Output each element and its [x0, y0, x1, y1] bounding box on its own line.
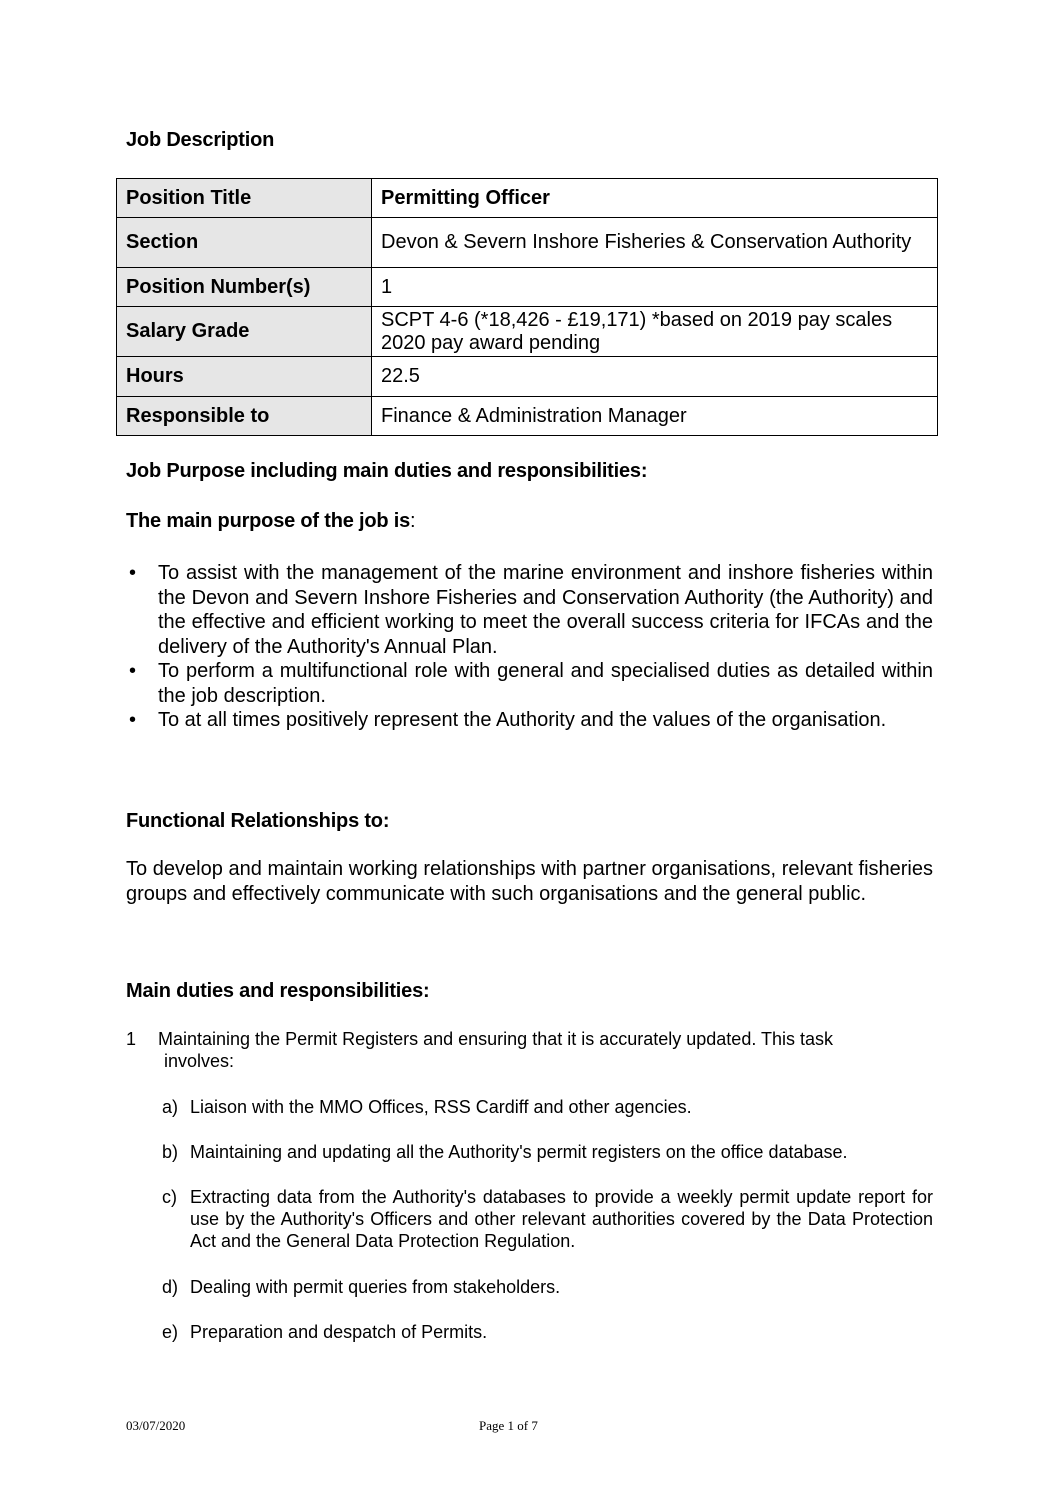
- sub-item-letter: d): [162, 1277, 179, 1297]
- sub-item-letter: c): [162, 1187, 177, 1207]
- table-row: [117, 397, 938, 436]
- sub-item-text: Liaison with the MMO Offices, RSS Cardiff and other agencies.: [190, 1097, 692, 1117]
- row-label-hours: Hours: [117, 357, 372, 397]
- duty-number: 1: [126, 1029, 137, 1049]
- main-purpose-heading: [126, 510, 415, 533]
- main-purpose-list: [126, 561, 933, 733]
- list-item: [126, 659, 933, 708]
- sub-item-letter: e): [162, 1322, 179, 1342]
- sub-item-letter: a): [162, 1097, 179, 1117]
- row-value-hours: 22.5: [372, 357, 938, 397]
- table-row: [117, 307, 938, 357]
- duty-text-line2: involves:: [164, 1051, 235, 1071]
- sub-item-text: Extracting data from the Authority's databases to provide a weekly permit update report for use by the Authority's Officers and other relevant authorities covered by the Data Protection Act and the General Data Protection Regulation.: [190, 1187, 933, 1251]
- list-item: [126, 708, 933, 733]
- sub-item-c: [162, 1186, 933, 1252]
- sub-item-text: Dealing with permit queries from stakeholders.: [190, 1277, 561, 1297]
- list-item-text: To assist with the management of the marine environment and inshore fisheries within the Devon and Severn Inshore Fisheries and Conservation Authority (the Authority) and the effective and efficient working to meet the overall success criteria for IFCAs and the delivery of the Authority's Annual Plan.: [158, 562, 933, 658]
- functional-relationships-text: To develop and maintain working relationships with partner organisations, relevant fisheries groups and effectively communicate with such organisations and the general public.: [126, 858, 933, 905]
- row-label-position-number: Position Number(s): [117, 268, 372, 307]
- table-row: [117, 268, 938, 307]
- duty-item-1: [126, 1028, 933, 1072]
- sub-item-letter: b): [162, 1142, 179, 1162]
- bullet-icon: •: [129, 660, 137, 682]
- row-value-responsible-to: Finance & Administration Manager: [372, 397, 938, 436]
- row-label-position-title: Position Title: [117, 179, 372, 218]
- sub-item-text: Preparation and despatch of Permits.: [190, 1322, 488, 1342]
- row-label-responsible-to: Responsible to: [117, 397, 372, 436]
- bullet-icon: •: [129, 709, 137, 731]
- table-row: [117, 179, 938, 218]
- duty-text-line1: Maintaining the Permit Registers and ensuring that it is accurately updated. This task: [158, 1029, 834, 1049]
- row-value-salary-grade: SCPT 4-6 (*18,426 - £19,171) *based on 2019 pay scales 2020 pay award pending: [372, 307, 938, 357]
- table-row: [117, 218, 938, 268]
- bullet-icon: •: [129, 562, 137, 584]
- row-label-section: Section: [117, 218, 372, 268]
- duty-text: [158, 1028, 933, 1072]
- sub-item-b: [162, 1141, 933, 1163]
- main-purpose-heading-text: The main purpose of the job is: [126, 510, 411, 532]
- sub-item-text: Maintaining and updating all the Authority's permit registers on the office database.: [190, 1142, 848, 1162]
- main-duties-heading: Main duties and responsibilities:: [126, 980, 430, 1002]
- footer-page-number: Page 1 of 7: [479, 1418, 538, 1433]
- functional-relationships-heading: Functional Relationships to:: [126, 810, 390, 832]
- row-value-position-title: Permitting Officer: [372, 179, 938, 218]
- row-value-section: Devon & Severn Inshore Fisheries & Conservation Authority: [372, 218, 938, 268]
- sub-item-e: [162, 1321, 933, 1343]
- list-item-text: To at all times positively represent the Authority and the values of the organisation.: [158, 709, 887, 731]
- table-row: [117, 357, 938, 397]
- list-item-text: To perform a multifunctional role with general and specialised duties as detailed within the job description.: [158, 660, 933, 707]
- job-purpose-heading: Job Purpose including main duties and responsibilities:: [126, 460, 648, 482]
- sub-item-a: [162, 1096, 933, 1118]
- row-value-position-number: 1: [372, 268, 938, 307]
- job-info-table: [116, 178, 938, 436]
- footer-date: 03/07/2020: [126, 1418, 186, 1433]
- page-title: Job Description: [126, 129, 275, 151]
- main-purpose-colon: :: [410, 510, 416, 532]
- row-label-salary-grade: Salary Grade: [117, 307, 372, 357]
- sub-item-d: [162, 1276, 933, 1298]
- list-item: [126, 561, 933, 659]
